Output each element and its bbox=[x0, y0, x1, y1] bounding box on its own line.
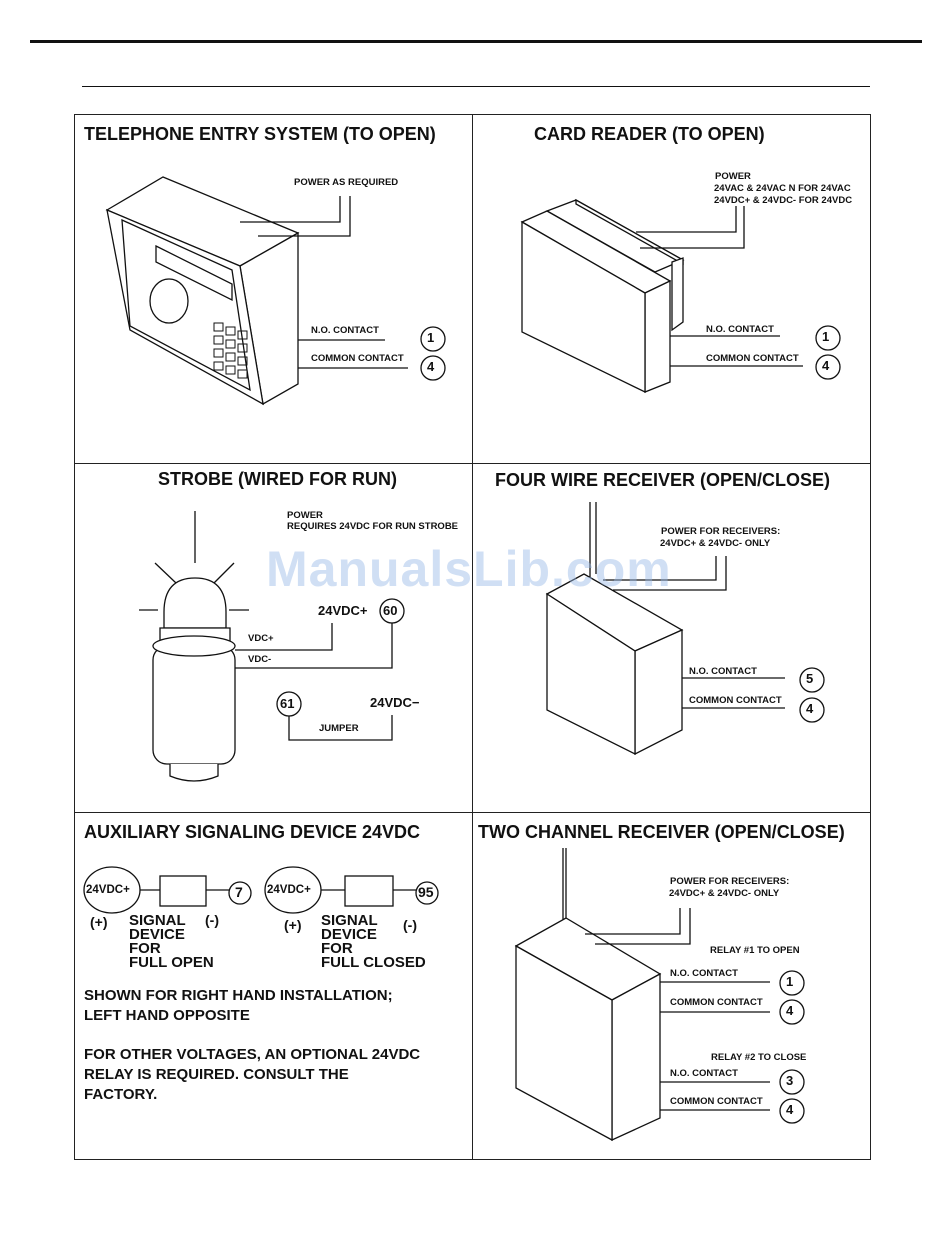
four-wire-terminal-common: 4 bbox=[806, 701, 814, 716]
aux-right-terminal: 95 bbox=[418, 884, 434, 900]
relay-2-no-contact-label: N.O. CONTACT bbox=[670, 1068, 738, 1079]
aux-note-installation-line-2: LEFT HAND OPPOSITE bbox=[84, 1007, 250, 1024]
aux-right-device-label bbox=[321, 912, 426, 971]
card-reader-panel-title: CARD READER (TO OPEN) bbox=[534, 124, 765, 144]
telephone-entry-unit bbox=[107, 177, 445, 404]
strobe-vdc-plus-label: VDC+ bbox=[248, 633, 274, 644]
aux-right-device-line-2: DEVICE bbox=[321, 926, 377, 943]
relay-1-terminal-no: 1 bbox=[786, 974, 794, 989]
strobe-vdc-minus-label: VDC- bbox=[248, 654, 272, 665]
aux-left-device-line-2: DEVICE bbox=[129, 926, 185, 943]
aux-right-device-line-4: FULL CLOSED bbox=[321, 954, 426, 971]
auxiliary-panel-title: AUXILIARY SIGNALING DEVICE 24VDC bbox=[84, 822, 421, 842]
strobe-supply-plus-label: 24VDC+ bbox=[318, 603, 368, 618]
relay-1-no-contact-label: N.O. CONTACT bbox=[670, 968, 738, 979]
relay-1-common-contact-label: COMMON CONTACT bbox=[670, 997, 763, 1008]
four-wire-power-line-1: POWER FOR RECEIVERS: bbox=[661, 526, 781, 537]
strobe-jumper-label: JUMPER bbox=[319, 723, 359, 734]
telephone-terminal-no: 1 bbox=[427, 330, 435, 345]
strobe-panel-title: STROBE (WIRED FOR RUN) bbox=[158, 469, 397, 489]
strobe-power-line-1: POWER bbox=[287, 510, 323, 521]
card-reader-power-line-3: 24VDC+ & 24VDC- FOR 24VDC bbox=[714, 195, 853, 206]
card-reader-power-line-2: 24VAC & 24VAC N FOR 24VAC bbox=[714, 183, 851, 194]
strobe-power-line-2: REQUIRES 24VDC FOR RUN STROBE bbox=[287, 521, 459, 532]
two-channel-power-line-2: 24VDC+ & 24VDC- ONLY bbox=[669, 888, 780, 899]
aux-right-device-line-3: FOR bbox=[321, 940, 353, 957]
aux-note-voltage-line-1: FOR OTHER VOLTAGES, AN OPTIONAL 24VDC bbox=[84, 1046, 421, 1063]
four-wire-panel-title: FOUR WIRE RECEIVER (OPEN/CLOSE) bbox=[495, 470, 831, 490]
strobe-supply-minus-label: 24VDC− bbox=[370, 695, 420, 710]
aux-left-supply-label: 24VDC+ bbox=[86, 884, 130, 896]
aux-left-device-label bbox=[129, 912, 214, 971]
aux-left-device-line-1: SIGNAL bbox=[129, 912, 186, 929]
aux-right-minus: (-) bbox=[403, 917, 417, 933]
aux-left-minus: (-) bbox=[205, 912, 219, 928]
relay-2-terminal-no: 3 bbox=[786, 1073, 794, 1088]
aux-right-device-line-1: SIGNAL bbox=[321, 912, 378, 929]
watermark: ManualsLib.com bbox=[266, 541, 672, 597]
aux-right-plus: (+) bbox=[284, 917, 302, 933]
telephone-no-contact-label: N.O. CONTACT bbox=[311, 325, 379, 336]
card-reader-common-contact-label: COMMON CONTACT bbox=[706, 353, 799, 364]
telephone-panel-title: TELEPHONE ENTRY SYSTEM (TO OPEN) bbox=[84, 124, 436, 144]
relay-1-terminal-common: 4 bbox=[786, 1003, 794, 1018]
two-channel-power-line-1: POWER FOR RECEIVERS: bbox=[670, 876, 790, 887]
four-wire-common-contact-label: COMMON CONTACT bbox=[689, 695, 782, 706]
relay-1-label: RELAY #1 TO OPEN bbox=[710, 945, 800, 956]
aux-left-plus: (+) bbox=[90, 914, 108, 930]
aux-note-voltage-line-3: FACTORY. bbox=[84, 1086, 158, 1103]
aux-left-device-line-4: FULL OPEN bbox=[129, 954, 214, 971]
relay-2-common-contact-label: COMMON CONTACT bbox=[670, 1096, 763, 1107]
four-wire-no-contact-label: N.O. CONTACT bbox=[689, 666, 757, 677]
aux-note-installation-line-1: SHOWN FOR RIGHT HAND INSTALLATION; bbox=[84, 987, 393, 1004]
four-wire-terminal-no: 5 bbox=[806, 671, 814, 686]
relay-2-terminal-common: 4 bbox=[786, 1102, 794, 1117]
aux-left-terminal: 7 bbox=[235, 884, 243, 900]
telephone-power-label: POWER AS REQUIRED bbox=[294, 177, 399, 188]
aux-right-supply-label: 24VDC+ bbox=[267, 884, 311, 896]
two-channel-panel-title: TWO CHANNEL RECEIVER (OPEN/CLOSE) bbox=[478, 822, 845, 842]
four-wire-power-line-2: 24VDC+ & 24VDC- ONLY bbox=[660, 538, 771, 549]
card-reader-no-contact-label: N.O. CONTACT bbox=[706, 324, 774, 335]
relay-2-label: RELAY #2 TO CLOSE bbox=[711, 1052, 807, 1063]
card-reader-power-line-1: POWER bbox=[715, 171, 751, 182]
card-reader-terminal-common: 4 bbox=[822, 358, 830, 373]
strobe-terminal-61: 61 bbox=[280, 696, 295, 711]
strobe-terminal-60: 60 bbox=[383, 603, 398, 618]
aux-note-voltage-line-2: RELAY IS REQUIRED. CONSULT THE bbox=[84, 1066, 349, 1083]
card-reader-terminal-no: 1 bbox=[822, 329, 830, 344]
telephone-common-contact-label: COMMON CONTACT bbox=[311, 353, 404, 364]
aux-left-device-line-3: FOR bbox=[129, 940, 161, 957]
telephone-terminal-common: 4 bbox=[427, 359, 435, 374]
